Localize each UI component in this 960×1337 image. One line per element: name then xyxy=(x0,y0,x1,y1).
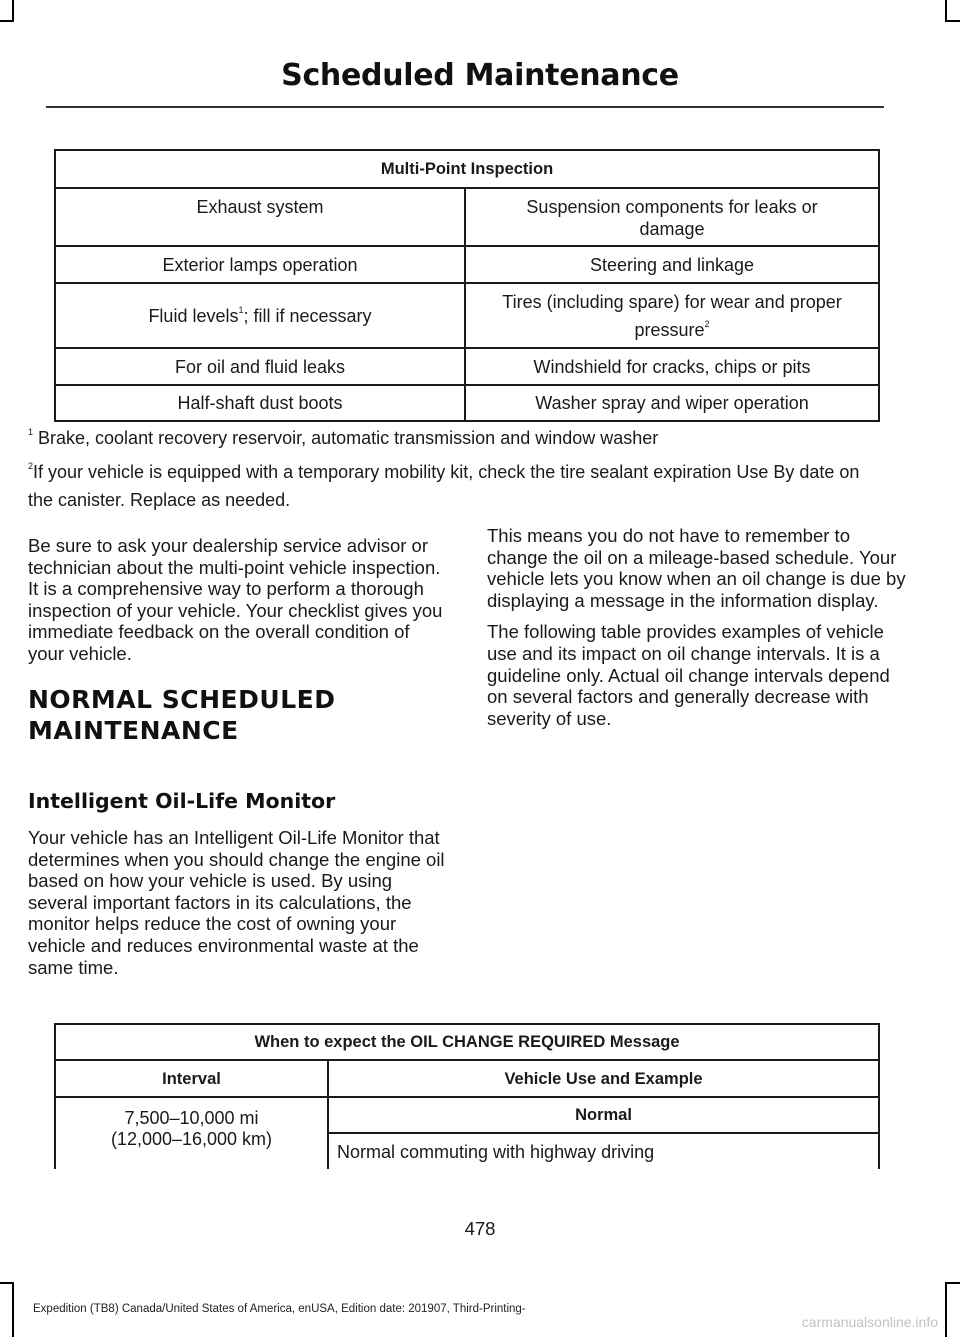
footnote-text: If your vehicle is equipped with a temporary mobility kit, check the tire sealant expiration Use By date on the canister. Replace as needed. xyxy=(28,462,860,510)
interval-cell xyxy=(55,1097,328,1169)
use-category: Normal xyxy=(328,1097,879,1133)
footnote xyxy=(28,424,888,452)
paragraph-text: The following table provides examples of vehicle use and its impact on oil change intervals. It is a guideline only. Actual oil change intervals depend on several factors and generally decrease with severity of use. xyxy=(487,621,890,729)
subsection-heading: Intelligent Oil-Life Monitor xyxy=(28,789,336,813)
oil-change-table xyxy=(54,1023,880,1169)
table-caption: When to expect the OIL CHANGE REQUIRED Message xyxy=(55,1024,879,1060)
table-row xyxy=(55,385,879,421)
watermark: carmanualsonline.info xyxy=(801,1314,938,1330)
table-row xyxy=(55,283,879,348)
table-row xyxy=(55,246,879,283)
multi-point-inspection-table xyxy=(54,149,880,422)
interval-km: (12,000–16,000 km) xyxy=(110,1129,273,1149)
table-cell: Washer spray and wiper operation xyxy=(465,385,879,421)
cell-text: Tires (including spare) for wear and proper pressure xyxy=(502,291,842,340)
crop-mark xyxy=(945,20,960,22)
crop-mark xyxy=(945,1282,960,1284)
table-caption: Multi-Point Inspection xyxy=(55,150,879,188)
section-heading: NORMAL SCHEDULED MAINTENANCE xyxy=(28,685,336,745)
footnote-mark: 2 xyxy=(28,461,34,471)
table-cell: Suspension components for leaks or damage xyxy=(465,188,879,246)
table-cell: Exterior lamps operation xyxy=(55,246,465,283)
interval-miles: 7,500–10,000 mi xyxy=(124,1108,259,1128)
page-title: Scheduled Maintenance xyxy=(281,58,679,93)
column-header-vehicle-use: Vehicle Use and Example xyxy=(328,1060,879,1097)
footnote-mark: 1 xyxy=(28,427,34,437)
right-column xyxy=(487,525,907,729)
intro-paragraph xyxy=(28,535,448,665)
table-cell: For oil and fluid leaks xyxy=(55,348,465,385)
footnote xyxy=(28,458,888,514)
table-cell: Steering and linkage xyxy=(465,246,879,283)
table-cell xyxy=(55,283,465,348)
oil-life-paragraph xyxy=(28,827,448,978)
paragraph-text: Be sure to ask your dealership service advisor or technician about the multi-point vehicle inspection. It is a comprehensive way to perform a thorough inspection of your vehicle. Your checklist gives you immediate feedback on the overall condition of your vehicle. xyxy=(28,535,443,664)
column-header-interval: Interval xyxy=(55,1060,328,1097)
paragraph-text: This means you do not have to remember to change the oil on a mileage-based schedule. Your vehicle lets you know when an oil change is due by displaying a message in the information display. xyxy=(487,525,906,611)
footer-text: Expedition (TB8) Canada/United States of America, enUSA, Edition date: 201907, Third-Printing- xyxy=(33,1303,526,1315)
crop-mark xyxy=(0,1282,14,1284)
cell-text: ; fill if necessary xyxy=(243,305,372,326)
paragraph-text: Your vehicle has an Intelligent Oil-Life Monitor that determines when you should change the engine oil based on how your vehicle is used. By using several important factors in its calculations, the monitor helps reduce the cost of owning your vehicle and reduces environmental waste at the same time. xyxy=(28,827,445,978)
table-cell: Half-shaft dust boots xyxy=(55,385,465,421)
crop-mark xyxy=(945,0,947,22)
table-row xyxy=(55,348,879,385)
footnote-ref: 1 xyxy=(238,304,244,315)
footnote-text: Brake, coolant recovery reservoir, automatic transmission and window washer xyxy=(33,428,659,448)
crop-mark xyxy=(12,1282,14,1337)
crop-mark xyxy=(0,20,14,22)
table-cell: Windshield for cracks, chips or pits xyxy=(465,348,879,385)
crop-mark xyxy=(12,0,14,22)
table-row xyxy=(55,188,879,246)
page-number: 478 xyxy=(464,1218,496,1239)
cell-text: Fluid levels xyxy=(148,305,239,326)
table-cell: Exhaust system xyxy=(55,188,465,246)
footnote-ref: 2 xyxy=(704,318,710,329)
use-example: Normal commuting with highway driving xyxy=(328,1133,879,1169)
title-divider xyxy=(46,106,884,108)
table-cell xyxy=(465,283,879,348)
table-row xyxy=(55,1097,879,1133)
crop-mark xyxy=(945,1282,947,1337)
